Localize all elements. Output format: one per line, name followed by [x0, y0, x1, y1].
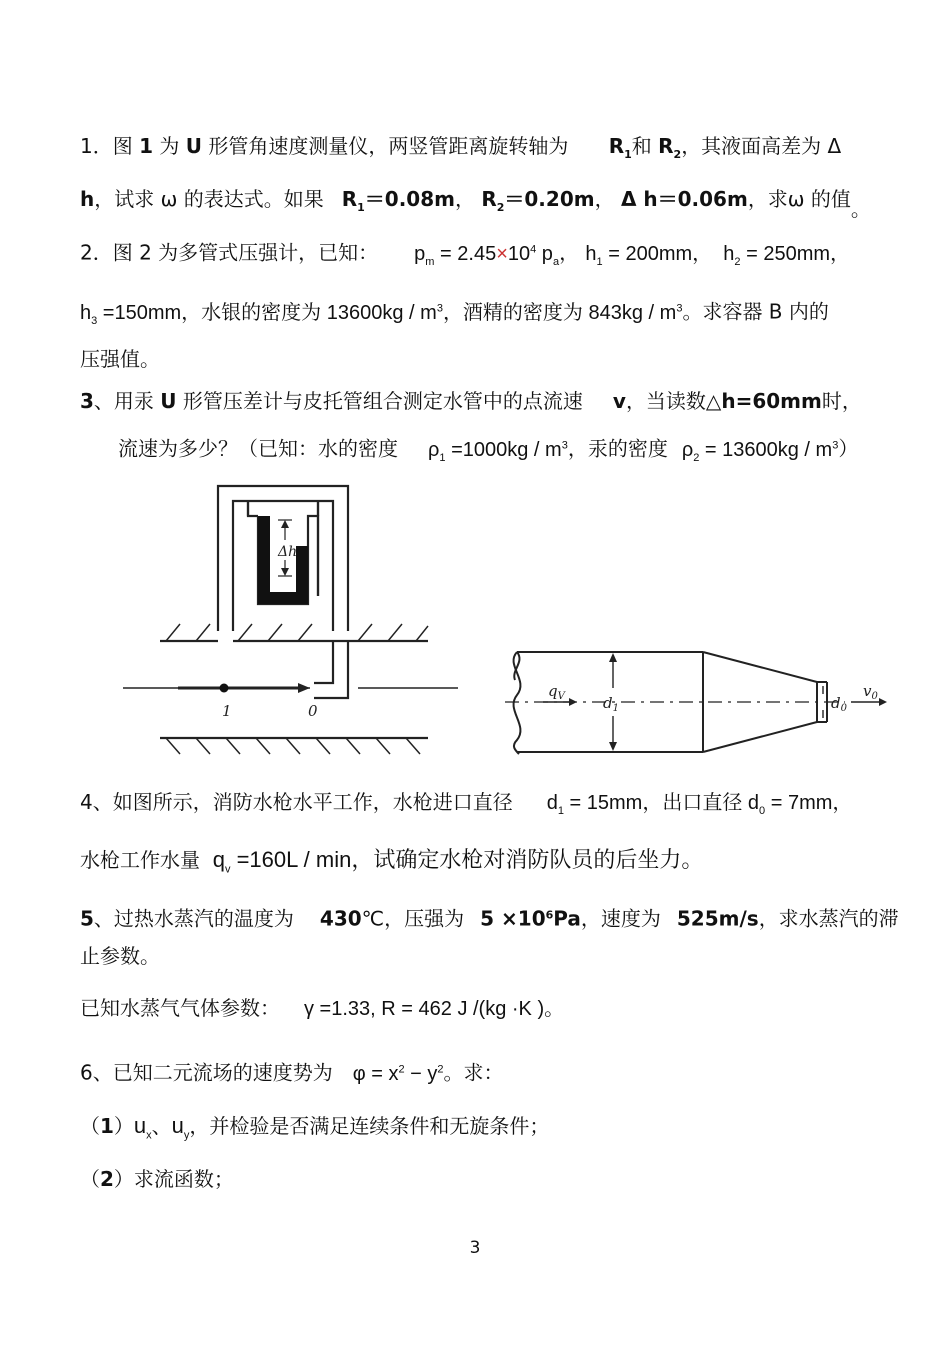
page-number: 3 [469, 1238, 481, 1258]
point-0-label: 0 [308, 702, 318, 720]
q2-line2: $h_3 =150mm$，水银的密度为 $13600kg / m^3$，酒精的密度为 $843kg / m^3$。求容器 B 内的 [80, 299, 829, 327]
q4-line1: 4、如图所示，消防水枪水平工作，水枪进口直径 $d_1 = 15mm$，出口直径 $d_0 = 7mm$， [80, 790, 853, 817]
q5-line3: 已知水蒸气气体参数： γ =1.33, R = 462 J /(kg ·K )。 [80, 996, 565, 1020]
q5-line1: 5、过热水蒸汽的温度为 430℃，压强为 $5 \times 10^6Pa$，速度为 525m/s，求水蒸汽的滞 [80, 906, 899, 931]
q6-part1: $(1)u_x$、$u_y$，并检验是否满足连续条件和无旋条件； [80, 1113, 550, 1142]
q6-line1: 6、已知二元流场的速度势为 $\varphi = x^2 - y^2$。求： [80, 1060, 504, 1085]
qv-label: $q_V$ [548, 682, 565, 702]
q2-line1: 2．图 2 为多管式压强计，已知： $p_m = 2.45\times 10^4$ $p_a$， $h_1 = 200mm$， $h_2 = 250mm$， [80, 240, 851, 268]
q4-line2: 水枪工作水量 $q_v =160L / \min$，试确定水枪对消防队员的后坐力。 [80, 847, 704, 876]
delta-h-label: Δh [278, 544, 298, 560]
nozzle-figure [495, 640, 890, 760]
v0-label: $v_0$ [863, 682, 878, 702]
q6-part2: （2）求流函数； [80, 1167, 234, 1191]
point-1-label: 1 [222, 702, 232, 720]
q1-line2: h，试求 ω 的表达式。如果 $R_1=0.08m$， $R_2=0.20m$， Δ h＝0.06m，求ω 的值。 [80, 187, 871, 221]
q5-line2: 止参数。 [80, 944, 160, 968]
q1-line1: 1．图 1 为 U 形管角速度测量仪，两竖管距离旋转轴为 $R_1$和 $R_2$，其液面高差为 Δ [80, 134, 842, 161]
d1-label: $d_1$ [603, 694, 619, 714]
q2-line3: 压强值。 [80, 347, 160, 371]
q3-line2: 流速为多少？（已知：水的密度 $\rho_1 =1000kg / m^3$，汞的密度 $\rho_2 = 13600kg / m^3$） [118, 436, 859, 464]
q3-line1: 3、用汞 U 形管压差计与皮托管组合测定水管中的点流速 v，当读数△h=60mm时， [80, 389, 862, 413]
d0-label: $d_0$ [831, 694, 847, 714]
pitot-tube-figure [118, 476, 468, 766]
